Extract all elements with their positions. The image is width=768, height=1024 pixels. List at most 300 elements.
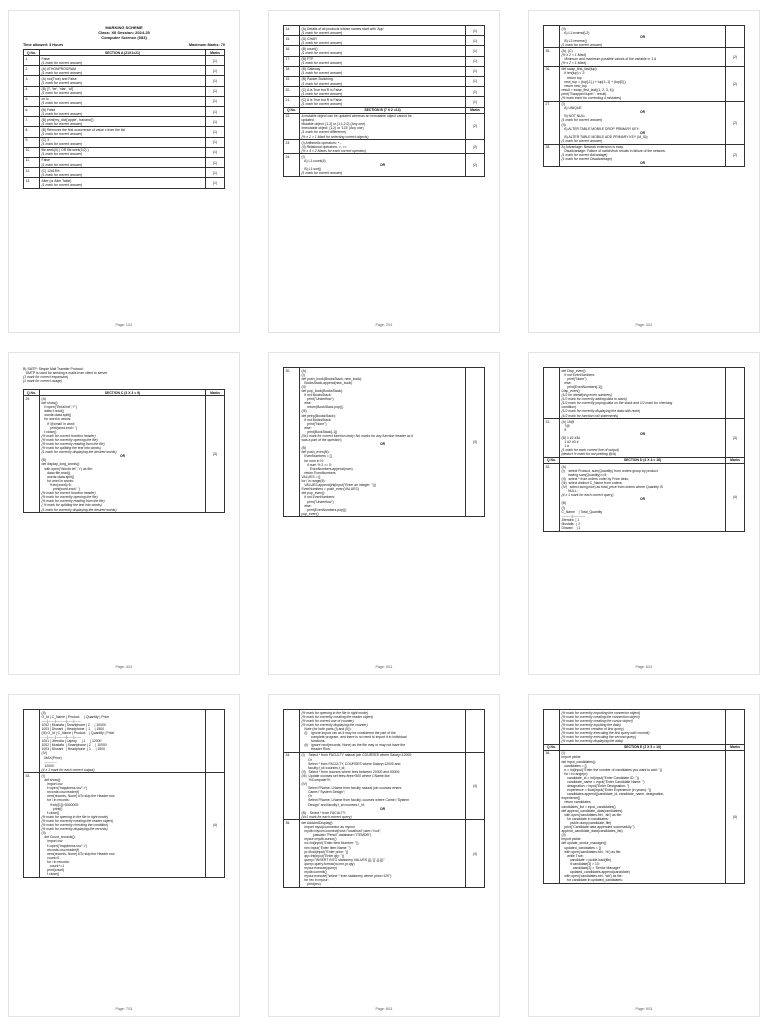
marks-cell: (1)	[206, 127, 225, 137]
page-footer: Page: 3/11	[635, 323, 653, 327]
answer-line: (III)	[301, 409, 307, 414]
question-number: 32.	[544, 464, 560, 532]
page-content	[283, 25, 485, 314]
answer-line: with open('candidates.bin', 'wb') as file:	[561, 874, 623, 879]
marks-cell: (1)	[206, 76, 225, 86]
question-row	[24, 710, 225, 773]
answer-line: (1/2 mark for function call statements)	[561, 413, 619, 418]
answer-cell	[40, 86, 206, 96]
answer-line: (½ mark for correct function header)	[41, 491, 96, 496]
answer-line: import csv	[41, 839, 63, 844]
time-marks-line	[23, 43, 225, 47]
page-footer: Page: 5/11	[375, 665, 393, 669]
answer-line: print("Candidate data appended successfully.")	[561, 825, 635, 830]
question-number: 24.	[284, 154, 300, 176]
answer-line: def pop_even():	[301, 491, 326, 496]
answer-line: Jitendra | 1	[561, 517, 580, 522]
marks-cell: (4)	[726, 464, 745, 532]
section-title: SECTION C (3 X 3 = 9)	[40, 390, 206, 396]
page-7	[8, 694, 240, 1017]
answer-line: with open('candidates.bin', 'ab') as file:	[561, 812, 622, 817]
answer-line: Immutable object: (1,2) or '123' (Any one)	[301, 126, 364, 131]
answer-line: print(i)	[41, 806, 63, 811]
answer-line: records=csv.reader(f)	[41, 847, 80, 852]
answer-line: False	[41, 158, 50, 163]
answer-line: (1 mark for correct answer)	[41, 81, 83, 86]
marks-cell: (3)	[466, 368, 485, 517]
answer-line: experience])	[561, 796, 581, 801]
answer-line: def append_candidate_data(candidates):	[561, 808, 624, 813]
answer-line: OR	[639, 161, 646, 166]
marking-table	[23, 49, 225, 189]
answer-line: f=open("happiness.csv",'r')	[41, 786, 88, 791]
question-row	[544, 26, 745, 48]
answer-cell	[300, 820, 466, 888]
answer-line: OR	[639, 34, 646, 39]
answer-line: (A) 15@	[561, 419, 575, 424]
answer-line: (½ x 4 = 2 Marks for each correct operator)	[301, 148, 367, 153]
answer-line: if int(i[1])>5000000:	[41, 802, 80, 807]
answer-line: (1 mark for correct Disadvantage)	[561, 157, 613, 162]
col-qno: Q No.	[284, 107, 300, 113]
answer-line: (B) False	[41, 107, 56, 112]
question-number: 21.	[284, 97, 300, 107]
answer-line: (½ mark for correctly displaying the records)	[41, 827, 108, 832]
answer-line: (1 mark for correct answer)	[41, 182, 83, 187]
answer-line: return tup	[561, 75, 582, 80]
answer-line: import pickle	[561, 755, 581, 760]
page-9	[528, 694, 760, 1017]
page-6	[528, 352, 760, 675]
question-number	[544, 368, 560, 419]
answer-line: (II)	[561, 833, 566, 838]
doc-title: MARKING SCHEME	[105, 25, 143, 30]
answer-line: (A)	[561, 464, 567, 469]
answer-line: (A)	[301, 368, 307, 373]
answer-cell	[40, 96, 206, 106]
answer-line: Mutable object: [1,2] or {1:1,2:2} (Any one)	[301, 122, 366, 127]
answer-line: mydb.commit()	[301, 870, 327, 875]
answer-line: (4 x 1 mark for each correct query)	[561, 493, 614, 498]
answer-line: count=0	[41, 855, 60, 860]
marks-cell: (1)	[206, 56, 225, 66]
answer-line: print(word,end=' ')	[41, 425, 77, 430]
answer-line: data=file.read()	[41, 470, 71, 475]
answer-line: (I) select Product, sum(Quantity) from orders group by product	[561, 468, 658, 473]
page-content	[543, 709, 745, 998]
answer-line: (B) 1 #2 #3#	[561, 436, 581, 440]
answer-line: import mysql.connector as mycon	[301, 825, 355, 830]
answer-line: (B) ['I', 'ter', 'ntar', 'al']	[41, 87, 74, 92]
answer-line: append_candidate_data(candidates_list)	[561, 829, 623, 834]
answer-line: updated_candidates = []	[561, 845, 601, 850]
question-number: 22.	[284, 113, 300, 140]
marks-cell: (2)	[466, 113, 485, 140]
answer-line: (C) A is True but R is False.	[301, 87, 343, 92]
answer-line: (1 mark for correct answer)	[301, 101, 343, 106]
question-number: 1.	[24, 56, 40, 66]
question-row	[24, 66, 225, 76]
answer-line: (½ mark for correctly creating the reader object)	[301, 714, 374, 719]
marks-cell: (1)	[206, 147, 225, 157]
question-row	[284, 140, 485, 154]
answer-line: (II)	[561, 122, 566, 127]
answer-line: (1 mark for correct answer)	[301, 50, 343, 55]
marks-cell: (1)	[206, 117, 225, 127]
answer-line: def update_senior_manager():	[561, 841, 608, 846]
page-footer: Page: 6/11	[635, 665, 653, 669]
answer-line: (II)	[301, 384, 306, 389]
answer-line: (½ mark for correctly reading from the file)	[41, 499, 105, 504]
marks-cell: (2)	[466, 140, 485, 154]
question-number: 14.	[284, 26, 300, 36]
answer-line: import pickle	[561, 837, 581, 842]
answer-line: for candidate in candidates:	[561, 816, 609, 821]
page-footer: Page: 7/11	[115, 1007, 133, 1011]
question-row	[24, 137, 225, 147]
answer-line: (1 mark for correct answer)	[41, 142, 83, 147]
question-number: 10.	[24, 147, 40, 157]
answer-line: (I) Select * from FACULTY natural join COURSES where Salary<12000;	[301, 753, 413, 758]
answer-line: def push_book(BooksStack, new_book):	[301, 376, 363, 381]
question-row	[284, 56, 485, 66]
doc-class-session: Class: XII Session: 2024-25	[98, 30, 150, 35]
answer-line: designation = input("Enter Designation: ")	[561, 784, 630, 789]
answer-line: def AddAndDisplay():	[301, 820, 334, 825]
answer-line: (II) Relational operators: >, >=	[301, 144, 347, 149]
marks-cell	[726, 368, 745, 419]
answer-line: def Count_records():	[41, 835, 76, 840]
answer-line: OR	[639, 497, 646, 502]
answer-line: for num in N:	[301, 458, 324, 463]
answer-line: 7@	[561, 423, 570, 428]
answer-line: ---------|-----------	[561, 513, 585, 518]
answer-line: BooksStack.append(new_book)	[301, 380, 353, 385]
answer-line: n = int(input("Enter the number of candidates you want to add: "))	[561, 767, 663, 772]
question-number: 6.	[24, 107, 40, 117]
question-row	[284, 87, 485, 97]
answer-line: for word in words:	[41, 417, 72, 422]
marks-cell: (2)	[726, 48, 745, 66]
question-row	[284, 710, 485, 753]
answer-line: (1 mark for correct answer)	[301, 71, 343, 76]
answer-line: Mustafa | 2	[561, 521, 581, 526]
page-footer: Page: 4/11	[115, 665, 133, 669]
answer-line: EvenNumbers = push_even(VALUES)	[301, 487, 359, 492]
question-number: 29.	[24, 396, 40, 513]
answer-cell	[300, 710, 466, 753]
marking-table	[23, 389, 225, 513]
question-number: 16.	[284, 46, 300, 56]
question-row	[544, 710, 745, 745]
answer-line: print("Underflow")	[301, 397, 334, 402]
page-footer: Page: 9/11	[635, 1007, 653, 1011]
answer-line: (deduct ½ mark for not printing @/#)	[561, 452, 617, 457]
answer-line: pickle.dump(candidate, file)	[561, 820, 612, 825]
answer-line: (1 mark for correctly displaying the desired words)	[41, 450, 117, 455]
answer-line: import csv	[41, 782, 63, 787]
question-number: 3.	[24, 76, 40, 86]
answer-cell	[300, 87, 466, 97]
question-row	[284, 820, 485, 888]
page-2	[268, 10, 500, 333]
answer-line: (A) #THONPROGRAM	[41, 66, 76, 71]
question-row	[544, 750, 745, 883]
answer-line: (I)	[301, 154, 305, 159]
answer-line: (1 mark for correct answer)	[301, 30, 343, 35]
page-8	[268, 694, 500, 1017]
answer-line: candidates.append([candidate_id, candidate_name, designation,	[561, 792, 665, 797]
answer-line: (1 mark for correct answer)	[41, 152, 83, 157]
answer-line: print(count)	[41, 868, 65, 873]
question-row	[544, 48, 745, 66]
answer-cell	[300, 56, 466, 66]
answer-line: O_Id | C_Name | Product | Quantity | Price	[41, 714, 110, 719]
marks-cell: (2)	[726, 66, 745, 101]
question-number: 27.	[544, 101, 560, 144]
answer-line: was a part of the question)	[301, 438, 342, 443]
answer-line: (I) Arithmetic operators: +,-	[301, 140, 342, 145]
answer-line: (I)	[301, 372, 305, 377]
question-row	[24, 396, 225, 513]
answer-line: (½ mark for correctly displaying the data)	[561, 739, 623, 744]
answer-line: (4 x 1 mark for each correct output)	[41, 767, 95, 772]
answer-line: 1002 | Mustafa | Smartphone | 2 | 10000	[41, 743, 107, 748]
marks-cell: (5)	[726, 750, 745, 883]
answer-line: A) L1.count(4)	[301, 159, 326, 164]
answer-line: else:	[561, 380, 572, 385]
question-number: 26.	[544, 66, 560, 101]
answer-line: f.close()	[41, 872, 60, 877]
answer-cell	[40, 773, 206, 877]
page-content	[23, 367, 225, 656]
answer-line: (1 mark for correct answer)	[41, 111, 83, 116]
answer-line: (II)	[41, 710, 46, 715]
answer-line: A) Advantage: Network extension is easy.	[561, 145, 624, 150]
answer-line: print("Swapped tuple:", result)	[561, 91, 607, 96]
answer-line: (1 mark for correct answer)	[41, 121, 83, 126]
marking-table	[23, 709, 225, 878]
answer-cell	[560, 368, 726, 419]
answer-line: (II) Select * from courses where fees between 20000 and 50000;	[301, 769, 401, 774]
answer-line: mycur.execute("select * from stationery where price>120")	[301, 874, 392, 879]
question-number	[284, 710, 300, 753]
answer-line: functions.	[301, 739, 326, 744]
question-number: 4.	[24, 86, 40, 96]
answer-cell	[40, 137, 206, 147]
col-qno: Q No.	[544, 744, 560, 750]
answer-cell	[40, 56, 206, 66]
answer-line: 1002 | Mustafa | Smartphone | 2 | 10000	[41, 722, 106, 727]
answer-line: f=open("happiness.csv",'r')	[41, 843, 88, 848]
carryover-text	[23, 367, 225, 383]
answer-line: print(rec)	[301, 882, 321, 887]
answer-line: print("None")	[301, 421, 327, 426]
answer-line: (IV) select sum(price) as total_price from orders where Quantity IS	[561, 485, 663, 490]
marks-cell: (1)	[466, 56, 485, 66]
answer-line: (ii) Ignore next(records, None) as the file may or may not have the	[301, 743, 406, 748]
marks-cell: (1)	[466, 26, 485, 36]
answer-line: for i in records:	[41, 859, 70, 864]
question-row	[24, 86, 225, 96]
answer-line: for i in range(n):	[561, 771, 589, 776]
question-row	[24, 117, 225, 127]
answer-cell	[40, 178, 206, 188]
answer-line: Header Row.	[301, 747, 331, 752]
question-number: 20.	[284, 87, 300, 97]
question-number: 13.	[24, 178, 40, 188]
answer-line: VALUES.append(int(input("Enter an integer: ")))	[301, 483, 376, 488]
answer-line: (C) A is True but R is False.	[301, 97, 343, 102]
col-marks: Marks	[206, 390, 225, 396]
answer-line: (½ mark for correctly creating the reader object)	[41, 818, 114, 823]
answer-line: NULL;	[561, 489, 578, 494]
answer-line: (1 mark for correct answer)	[41, 60, 83, 65]
answer-line: (1 mark for correct answer)	[561, 42, 603, 47]
answer-line: (III) O_Id | C_Name | Product | Quantity | Price	[41, 730, 115, 735]
answer-line: ( ½ mark for splitting the text into words)	[41, 503, 102, 508]
answer-line: def swap_first_last(tup):	[561, 67, 598, 72]
answer-line: (B) Gateway	[301, 67, 321, 72]
answer-line: (½ mark for correctly creating the connection object)	[561, 714, 640, 719]
answer-line: f=open("Email.txt","r")	[41, 405, 77, 410]
page-content	[283, 709, 485, 998]
answer-line: B) SMTP: Simple Mail Transfer Protocol.	[23, 367, 84, 371]
answer-line: (½ mark for correctly displaying the counter)	[301, 722, 368, 727]
answer-line: next(records, None) #To skip the Header row	[41, 851, 115, 856]
answer-line: False	[41, 56, 50, 61]
answer-line: candidate[2] = 'Senior Manager'	[561, 865, 621, 870]
answer-cell	[560, 48, 726, 66]
question-number: 12.	[24, 168, 40, 178]
answer-line: 1 #	[561, 444, 570, 449]
page-footer: Page: 8/11	[375, 1007, 393, 1011]
answer-line: else:	[301, 503, 312, 508]
question-number: 28.	[544, 144, 560, 166]
answer-line: (1/2 mark for correctly adding data to stack)	[561, 397, 627, 402]
marks-cell: (3)	[726, 419, 745, 458]
answer-line: (A)	[41, 396, 47, 401]
answer-line: 12000	[41, 763, 54, 768]
page-4	[8, 352, 240, 675]
question-row	[284, 368, 485, 517]
answer-cell	[40, 147, 206, 157]
answer-cell	[560, 419, 726, 458]
answer-line: (I)	[561, 102, 565, 107]
answer-line: OR	[639, 110, 646, 115]
answer-line: (III) Update courses set fees=fees+500 where CName like	[301, 773, 390, 778]
answer-line: (½ mark for correctly inputting the data)	[561, 722, 621, 727]
marking-table	[283, 367, 485, 517]
answer-line: having sum(Quantity)>=5;	[561, 472, 608, 477]
marks-cell: (4)	[206, 773, 225, 877]
answer-cell	[300, 113, 466, 140]
question-number: 33.	[24, 773, 40, 877]
marks-cell	[466, 710, 485, 753]
question-number: 31.	[544, 419, 560, 458]
section-title: SECTION D (4 X 4 = 16)	[560, 457, 726, 463]
answer-line: result = swap_first_last((1, 2, 3, 4))	[561, 87, 614, 92]
marks-cell: (4)	[466, 820, 485, 888]
answer-line: candidates = []	[561, 763, 587, 768]
answer-line: return new_tup	[561, 83, 587, 88]
answer-line: Disp_even()	[561, 388, 580, 393]
answer-line: A) L1.extend(L2)	[561, 30, 590, 35]
answer-line: SMTP is used for sending e-mails from client to server.	[23, 371, 108, 376]
answer-line: for i in range(5):	[301, 479, 326, 484]
answer-line: EvenNumbers.append(num)	[301, 466, 353, 471]
page-1	[8, 10, 240, 333]
doc-subject: Computer Science (083)	[101, 35, 147, 40]
answer-line: (A) Details of all products whose names start with 'App'	[301, 26, 385, 31]
answer-line: with open("Words.txt", 'r') as file:	[41, 466, 93, 471]
answer-line: (½ mark for correctly checking the condition)	[41, 823, 109, 828]
answer-line: (1 mark for correct answer)	[561, 138, 603, 143]
question-number: 2.	[24, 66, 40, 76]
answer-cell	[560, 66, 726, 101]
answer-line: def input_candidates():	[561, 759, 596, 764]
col-marks: Marks	[726, 744, 745, 750]
answer-line: (1 mark for correct difference)	[301, 130, 347, 135]
marks-cell: (1)	[466, 66, 485, 76]
answer-line: OR	[379, 442, 386, 447]
answer-line: while True:	[561, 853, 584, 858]
answer-line: (½ mark for opening in the file in right mode)	[301, 710, 369, 715]
answer-line: with open('candidates.bin', 'rb') as file:	[561, 849, 622, 854]
answer-line: print(word,end=' ')	[41, 487, 80, 492]
question-row	[544, 419, 745, 458]
answer-line: return candidates	[561, 800, 591, 805]
answer-line: (1 mark for correct answer)	[41, 132, 83, 136]
answer-line: (½ x 2 = 1 Mark for selecting correct objects)	[301, 134, 369, 139]
answer-line: Note (for both parts (I) and (II)):	[301, 726, 352, 731]
answer-line: def pop_book(BooksStack):	[301, 388, 344, 393]
answer-line: def show():	[41, 401, 59, 406]
answer-line: query=query.format(no,nm,pr,qty)	[301, 861, 355, 866]
answer-line: nm=input("Enter Item Name: ")	[301, 845, 351, 850]
question-row	[284, 46, 485, 56]
marks-cell: (4)	[466, 752, 485, 820]
question-number	[544, 26, 560, 48]
answer-line: def push_even(N):	[301, 450, 330, 455]
col-qno: Q No.	[24, 390, 40, 396]
answer-line: (A), (C)	[561, 48, 573, 53]
col-marks: Marks	[466, 107, 485, 113]
answer-line: Design" and faculty.f_id=courses.f_id;	[301, 802, 365, 807]
marks-cell: (1)	[206, 107, 225, 117]
answer-cell	[40, 710, 206, 773]
answer-line: C_Name | Total_Quantity	[561, 509, 603, 514]
answer-line: new_tup = (tup[-1],) + tup[1:-1] + (tup[0],)	[561, 79, 626, 84]
answer-line: (½ mark for correct creation of first query)	[561, 726, 624, 731]
answer-line: passwd="Pencil",database="ITEMDB")	[301, 833, 372, 838]
answer-line: -----|------|---------|------|------	[41, 718, 82, 723]
answer-line: Or	[301, 757, 312, 762]
answer-cell	[300, 140, 466, 154]
marks-cell: (1)	[466, 36, 485, 46]
answer-line: if not EvenNumbers:	[561, 372, 596, 377]
col-qno: Q No.	[544, 457, 560, 463]
question-number: 18.	[284, 66, 300, 76]
answer-line: (B) Select * from FACULTY;	[301, 810, 346, 815]
answer-line: 1003 | Dhwani | Headphone | 1 | 1500	[41, 747, 105, 752]
answer-line: EvenNumbers = []	[301, 454, 332, 459]
answer-line: OR	[639, 431, 646, 436]
answer-line: return EvenNumbers	[301, 470, 336, 475]
answer-line: (C) 3	[41, 138, 50, 143]
question-number: 35.	[284, 820, 300, 888]
answer-line: if not BooksStack:	[301, 393, 332, 398]
